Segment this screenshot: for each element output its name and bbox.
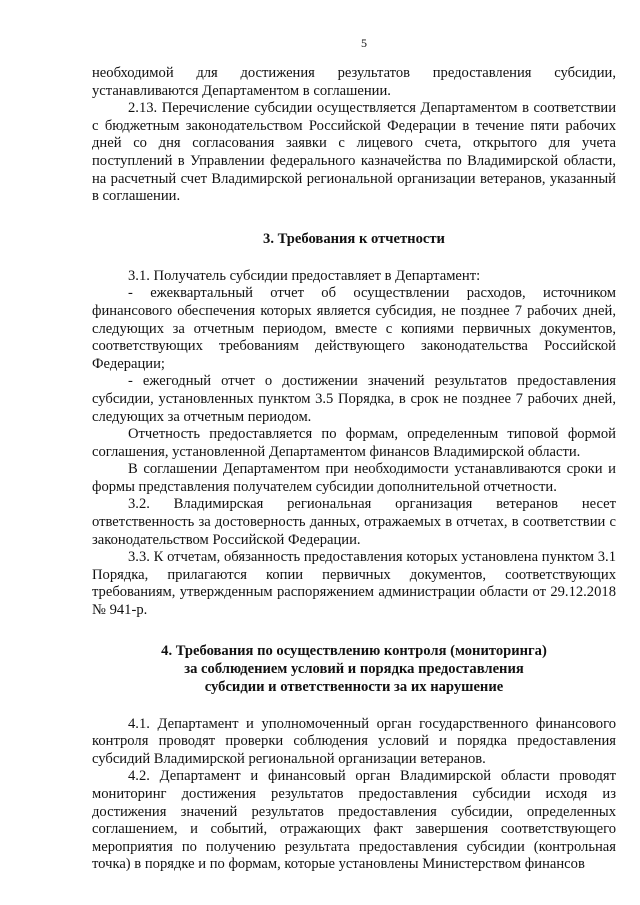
section-4-title-line-3: субсидии и ответственности за их нарушение [204, 678, 504, 695]
paragraph-reporting-forms: Отчетность предоставляется по формам, определенным типовой формой соглашения, установленной Департаментом финансов Владимирской области. [92, 426, 616, 460]
page-number: 5 [361, 36, 367, 50]
list-item-quarterly-report: - ежеквартальный отчет об осуществлении расходов, источником финансового обеспечения которых является субсидия, не позднее 7 рабочих дней, следующих за отчетным периодом, вместе с копиями первичных документов, соответствующих требованиям действующего законодательства Российской Федерации; [92, 285, 616, 372]
paragraph-4-2: 4.2. Департамент и финансовый орган Владимирской области проводят мониторинг достижения результатов предоставления субсидии исходя из достижения значений результатов предоставления субсидии, определенных соглашением, и событий, отражающих факт завершения соответствующего мероприятия по получению результата предоставления субсидии (контрольная точка) в порядке и по формам, которые установлены Министерством финансов [92, 768, 616, 873]
paragraph-3-2: 3.2. Владимирская региональная организация ветеранов несет ответственность за достоверность данных, отражаемых в отчетах, в соответствии с законодательством Российской Федерации. [92, 496, 616, 548]
paragraph-2-13: 2.13. Перечисление субсидии осуществляется Департаментом в соответствии с бюджетным законодательством Российской Федерации в течение пяти рабочих дней со дня согласования заявки с лицевого счета, открытого для учета поступлений в Управлении федерального казначейства по Владимирской области, на расчетный счет Владимирской региональной организации ветеранов, указанный в соглашении. [92, 100, 616, 205]
list-item-annual-report: - ежегодный отчет о достижении значений результатов предоставления субсидии, установленных пунктом 3.5 Порядка, в срок не позднее 7 рабочих дней, следующих за отчетным периодом. [92, 373, 616, 425]
section-4-title-line-1: 4. Требования по осуществлению контроля (мониторинга) [161, 642, 547, 659]
paragraph-continuation: необходимой для достижения результатов предоставления субсидии, устанавливаются Департаментом в соглашении. [92, 65, 616, 99]
paragraph-additional-reporting: В соглашении Департаментом при необходимости устанавливаются сроки и формы представления получателем субсидии дополнительной отчетности. [92, 461, 616, 495]
section-4-title [92, 642, 616, 696]
paragraph-3-1: 3.1. Получатель субсидии предоставляет в Департамент: [128, 267, 481, 284]
section-3-title: 3. Требования к отчетности [263, 230, 445, 247]
paragraph-3-3: 3.3. К отчетам, обязанность предоставления которых установлена пунктом 3.1 Порядка, прилагаются копии первичных документов, соответствующих требованиям, утвержденным распоряжением администрации области от 29.12.2018 № 941-р. [92, 549, 616, 619]
paragraph-4-1: 4.1. Департамент и уполномоченный орган государственного финансового контроля проводят проверки соблюдения условий и порядка предоставления субсидий Владимирской региональной организации ветеранов. [92, 715, 616, 767]
section-4-title-line-2: за соблюдением условий и порядка предоставления [184, 660, 524, 677]
